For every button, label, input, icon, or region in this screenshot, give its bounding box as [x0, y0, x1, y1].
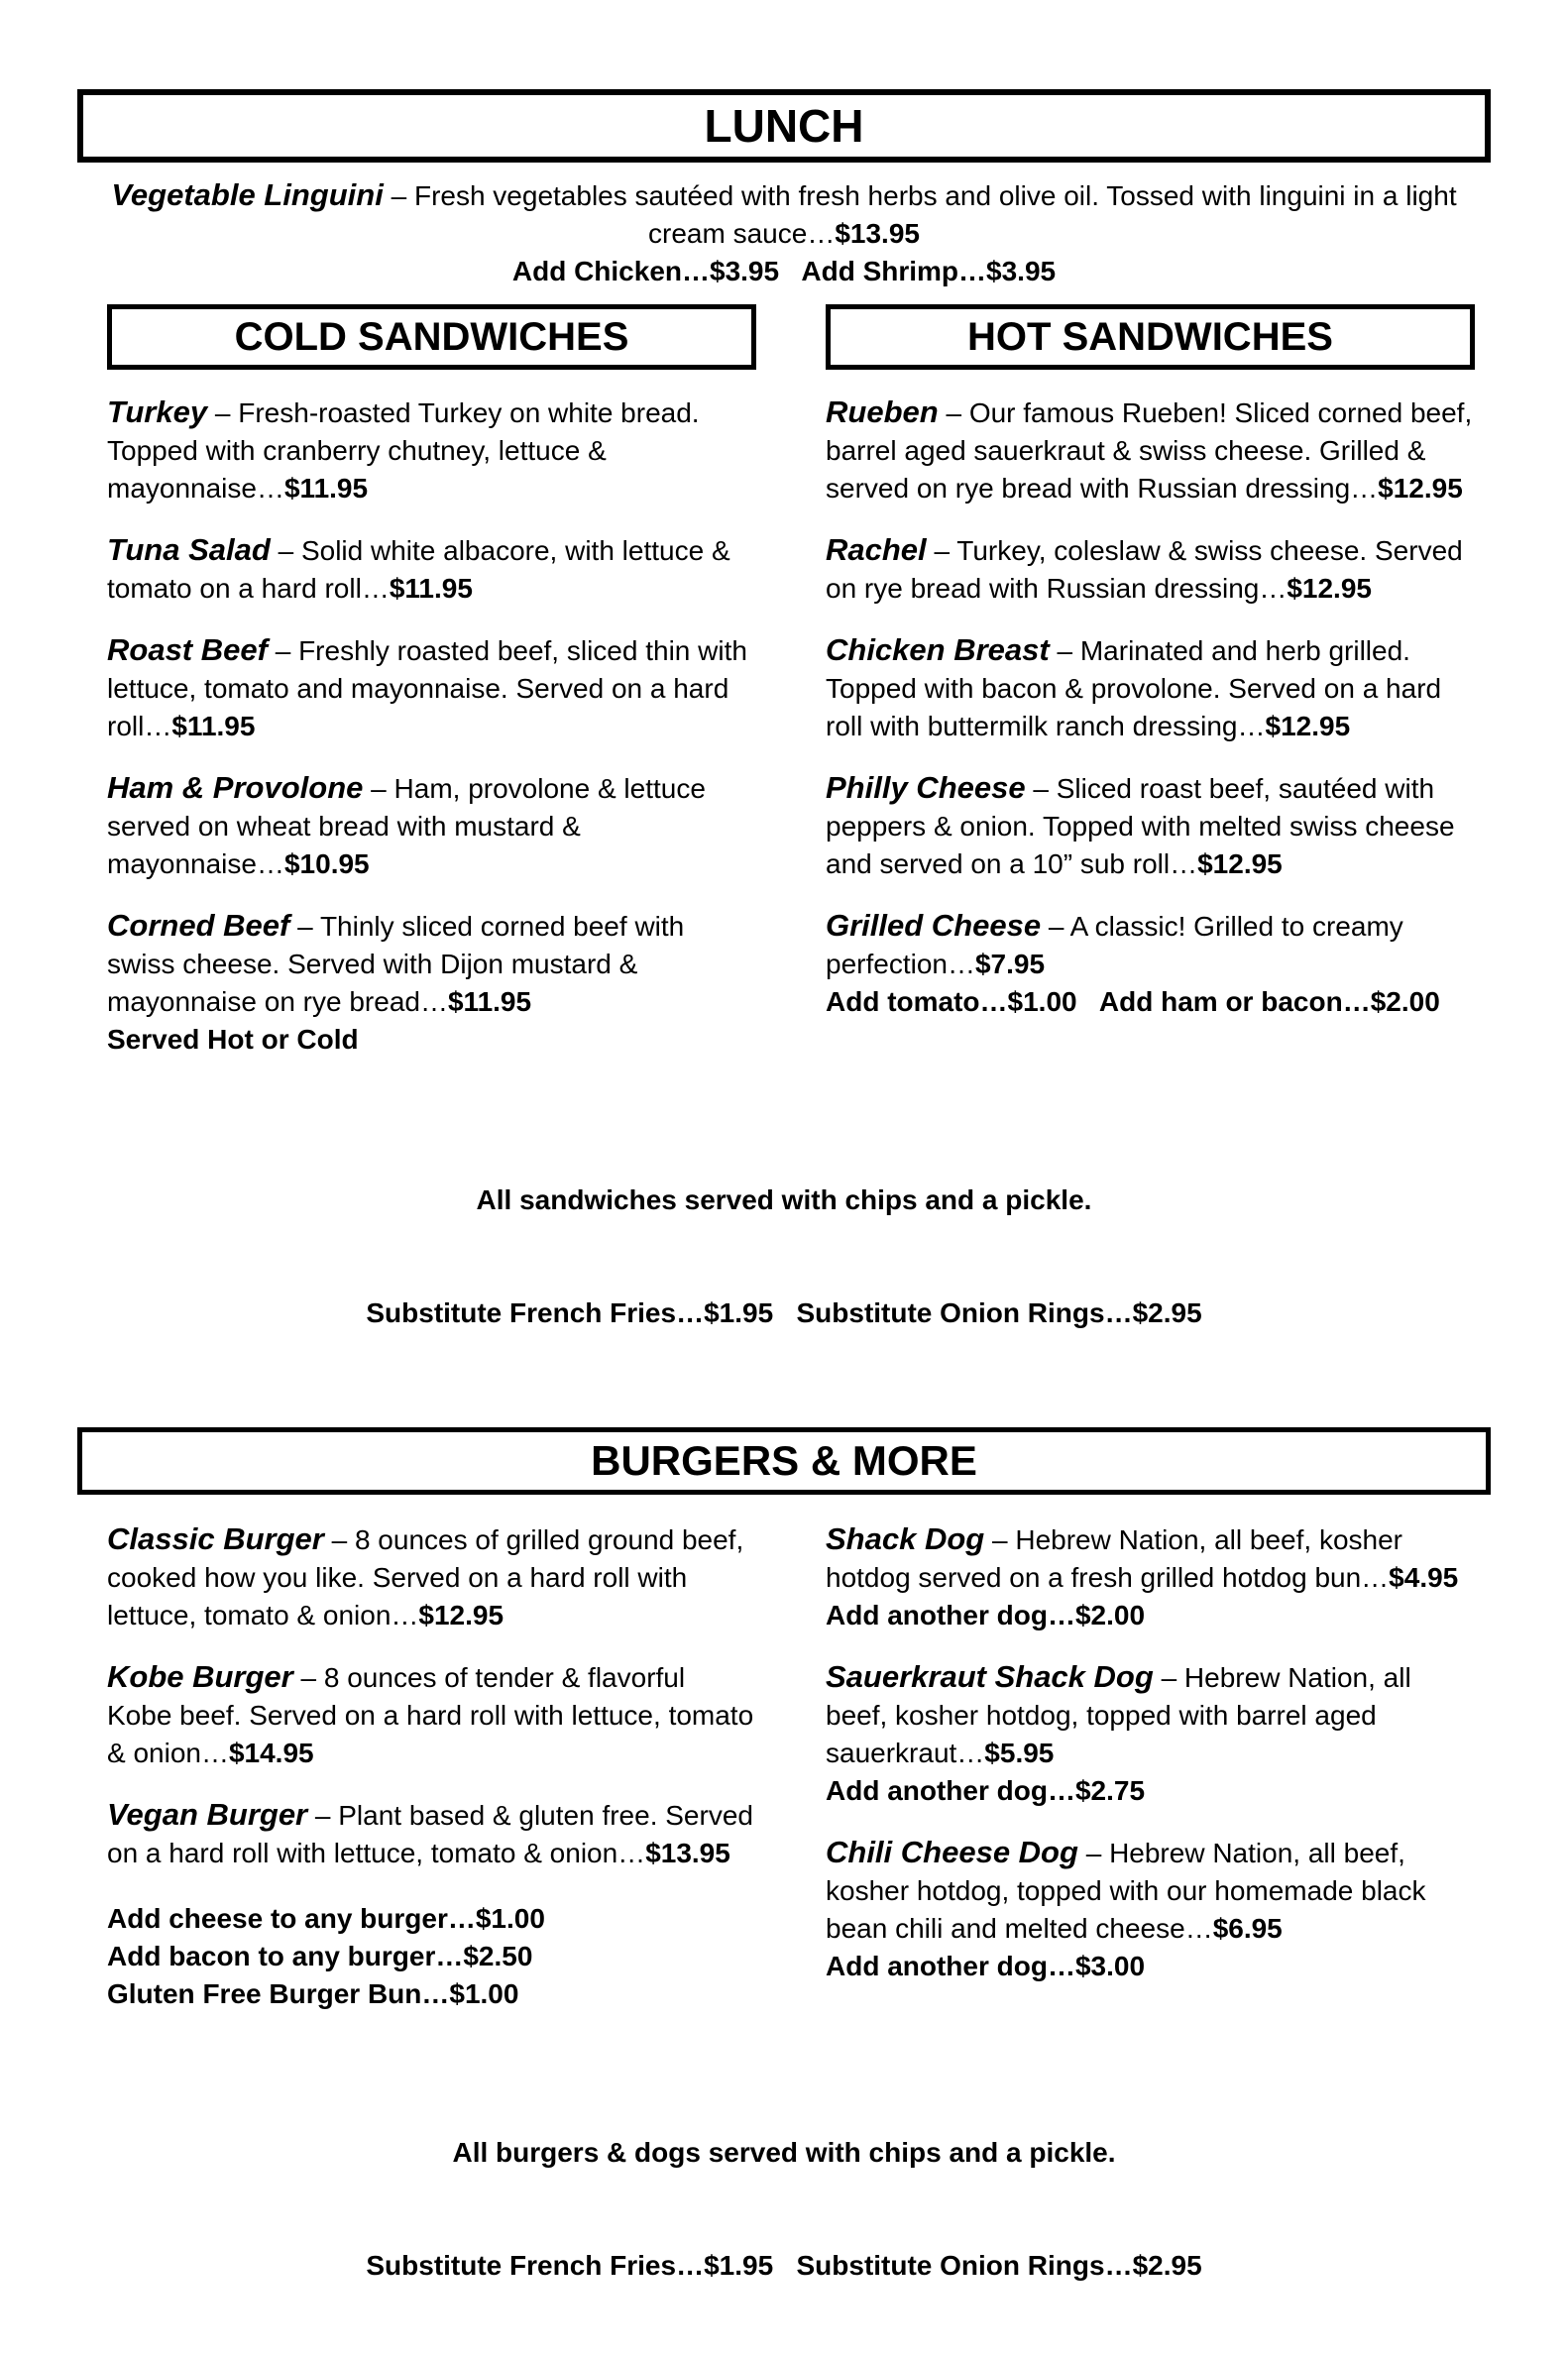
menu-item-sauerkraut-shack-dog: [826, 1658, 1475, 1810]
item-description: – Hebrew Nation, all beef, kosher hotdog, topped with our homemade black bean chili and melted cheese…: [826, 1838, 1426, 1944]
item-price: $12.95: [418, 1600, 504, 1630]
item-price: $12.95: [1378, 473, 1463, 504]
item-name: Tuna Salad: [107, 532, 271, 567]
item-price: $12.95: [1287, 573, 1372, 604]
burger-note-line1: All burgers & dogs served with chips and a pickle.: [452, 2137, 1116, 2168]
intro-item: [90, 176, 1478, 290]
intro-paragraph: [90, 176, 1478, 253]
item-price: $12.95: [1197, 848, 1283, 879]
menu-item-corned-beef: [107, 907, 756, 1059]
item-price: $4.95: [1389, 1562, 1459, 1593]
item-price: $12.95: [1265, 711, 1351, 741]
item-price: $14.95: [228, 1738, 314, 1768]
item-description: – Hebrew Nation, all beef, kosher hotdog, topped with barrel aged sauerkraut…: [826, 1662, 1411, 1768]
item-price: $11.95: [283, 473, 369, 504]
menu-item-grilled-cheese: [826, 907, 1475, 1021]
menu-item-chicken-breast: [826, 631, 1475, 745]
item-extra: Add another dog…$2.00: [826, 1600, 1146, 1630]
lunch-header-box: [77, 89, 1491, 163]
item-price: $7.95: [974, 949, 1046, 979]
hot-header-box: [826, 304, 1475, 370]
burger-addons: [107, 1900, 756, 2013]
item-price: $5.95: [984, 1738, 1055, 1768]
item-name: Rachel: [826, 532, 927, 567]
item-description: – Fresh vegetables sautéed with fresh herbs and olive oil. Tossed with linguini in a light cream sauce…: [383, 180, 1457, 249]
item-name: Classic Burger: [107, 1521, 324, 1556]
burgers-right-column: [826, 1520, 1475, 2013]
menu-item-shack-dog: [826, 1520, 1475, 1634]
item-extra: Served Hot or Cold: [107, 1024, 359, 1055]
item-extra: Add another dog…$2.75: [826, 1775, 1146, 1806]
item-price: $11.95: [171, 711, 256, 741]
menu-item-chili-cheese-dog: [826, 1834, 1475, 1985]
item-price: $13.95: [835, 218, 920, 249]
item-description: – Our famous Rueben! Sliced corned beef, barrel aged sauerkraut & swiss cheese. Grilled & served on rye bread with Russian dressing…: [826, 397, 1473, 504]
item-name: Rueben: [826, 394, 939, 429]
menu-item-turkey: [107, 393, 756, 507]
burger-columns: [107, 1520, 1491, 2013]
item-name: Vegetable Linguini: [111, 177, 384, 212]
burger-addon-line: Add cheese to any burger…$1.00: [107, 1903, 545, 1934]
page-title: LUNCH: [704, 100, 864, 152]
item-price: $10.95: [283, 848, 370, 879]
item-description: – Ham, provolone & lettuce served on wheat bread with mustard & mayonnaise…: [107, 773, 706, 879]
menu-item-rueben: [826, 393, 1475, 507]
item-description: – A classic! Grilled to creamy perfection…: [826, 911, 1403, 979]
sandwich-note-line1: All sandwiches served with chips and a pickle.: [476, 1184, 1092, 1215]
item-description: – 8 ounces of grilled ground beef, cooked how you like. Served on a hard roll with lettuce, tomato & onion…: [107, 1524, 744, 1630]
item-name: Chili Cheese Dog: [826, 1835, 1078, 1869]
sandwich-note-line2: Substitute French Fries…$1.95 Substitute Onion Rings…$2.95: [366, 1297, 1202, 1328]
item-name: Kobe Burger: [107, 1659, 293, 1694]
cold-header: COLD SANDWICHES: [234, 315, 629, 359]
item-extra: Add tomato…$1.00 Add ham or bacon…$2.00: [826, 986, 1440, 1017]
burger-note: [77, 2059, 1491, 2360]
burger-addon-line: Add bacon to any burger…$2.50: [107, 1941, 533, 1971]
item-name: Roast Beef: [107, 632, 268, 667]
item-price: $11.95: [389, 573, 473, 604]
item-description: – Freshly roasted beef, sliced thin with lettuce, tomato and mayonnaise. Served on a hard roll…: [107, 635, 747, 741]
cold-header-box: [107, 304, 756, 370]
item-name: Shack Dog: [826, 1521, 985, 1556]
item-description: – Fresh-roasted Turkey on white bread. Topped with cranberry chutney, lettuce & mayonnaise…: [107, 397, 700, 504]
item-description: – Marinated and herb grilled. Topped with bacon & provolone. Served on a hard roll with buttermilk ranch dressing…: [826, 635, 1442, 741]
item-name: Turkey: [107, 394, 208, 429]
menu-item-vegan-burger: [107, 1796, 756, 1872]
item-description: – Plant based & gluten free. Served on a hard roll with lettuce, tomato & onion…: [107, 1800, 753, 1868]
menu-item-kobe-burger: [107, 1658, 756, 1772]
item-description: – Hebrew Nation, all beef, kosher hotdog served on a fresh grilled hotdog bun…: [826, 1524, 1402, 1593]
burger-note-line2: Substitute French Fries…$1.95 Substitute Onion Rings…$2.95: [366, 2250, 1202, 2281]
item-description: – Thinly sliced corned beef with swiss cheese. Served with Dijon mustard & mayonnaise on rye bread…: [107, 911, 685, 1017]
item-name: Corned Beef: [107, 908, 290, 943]
item-description: – 8 ounces of tender & flavorful Kobe beef. Served on a hard roll with lettuce, tomato & onion…: [107, 1662, 754, 1768]
menu-item-philly-cheese: [826, 769, 1475, 883]
item-price: $6.95: [1212, 1913, 1283, 1944]
section-hot-sandwiches: [826, 304, 1475, 1082]
intro-addons: Add Chicken…$3.95 Add Shrimp…$3.95: [511, 256, 1057, 286]
item-description: – Solid white albacore, with lettuce & tomato on a hard roll…: [107, 535, 730, 604]
item-price: $13.95: [645, 1838, 730, 1868]
burger-addon-line: Gluten Free Burger Bun…$1.00: [107, 1978, 519, 2009]
menu-item-tuna-salad: [107, 531, 756, 608]
burgers-left-column: [107, 1520, 756, 2013]
menu-item-classic-burger: [107, 1520, 756, 1634]
item-name: Grilled Cheese: [826, 908, 1042, 943]
item-name: Philly Cheese: [826, 770, 1026, 805]
item-price: $11.95: [447, 986, 532, 1017]
item-description: – Sliced roast beef, sautéed with peppers & onion. Topped with melted swiss cheese and served on a 10” sub roll…: [826, 773, 1455, 879]
burgers-title: BURGERS & MORE: [591, 1437, 977, 1484]
item-name: Ham & Provolone: [107, 770, 364, 805]
burgers-header-box: [77, 1427, 1491, 1495]
item-name: Vegan Burger: [107, 1797, 308, 1832]
section-cold-sandwiches: [107, 304, 756, 1082]
sandwich-columns: [107, 304, 1491, 1082]
menu-item-ham-provolone: [107, 769, 756, 883]
item-description: – Turkey, coleslaw & swiss cheese. Served on rye bread with Russian dressing…: [826, 535, 1463, 604]
item-name: Chicken Breast: [826, 632, 1050, 667]
menu-item-rachel: [826, 531, 1475, 608]
item-extra: Add another dog…$3.00: [826, 1951, 1146, 1981]
menu-item-roast-beef: [107, 631, 756, 745]
item-name: Sauerkraut Shack Dog: [826, 1659, 1154, 1694]
sandwich-note: [77, 1106, 1491, 1407]
hot-header: HOT SANDWICHES: [967, 315, 1333, 359]
